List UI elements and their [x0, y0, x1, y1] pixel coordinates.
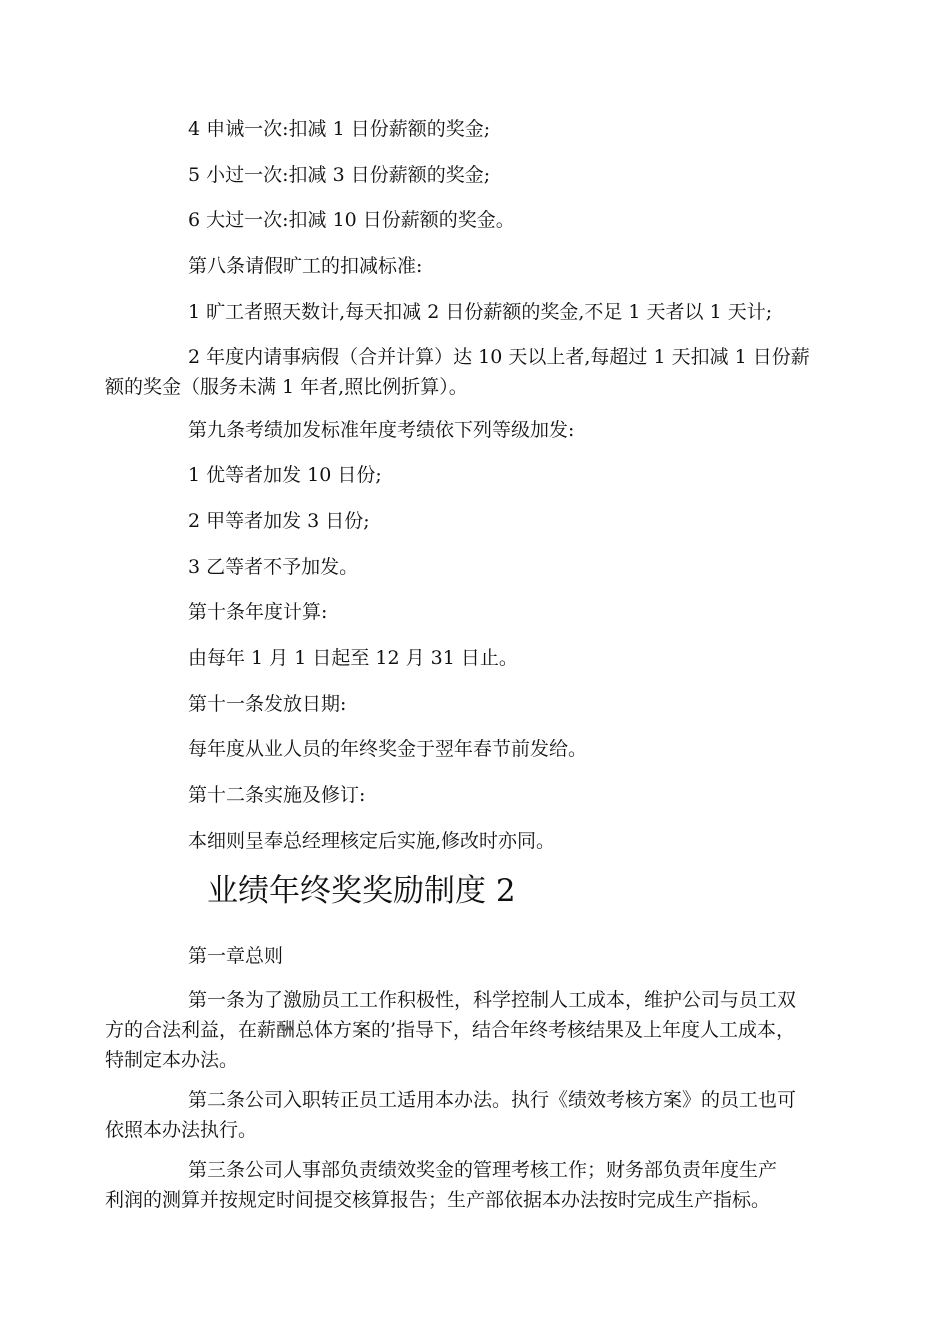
article-10-title: 第十条年度计算: [188, 601, 328, 623]
article-1-line2: 方的合法利益，在薪酬总体方案的’指导下，结合年终考核结果及上年度人工成本， [105, 1019, 796, 1041]
article-9-item-2: 2 甲等者加发 3 日份; [188, 510, 370, 532]
article-11-body: 每年度从业人员的年终奖金于翌年春节前发给。 [188, 738, 588, 760]
rule-item-4: 4 申诫一次:扣减 1 日份薪额的奖金; [188, 118, 491, 140]
chapter-title: 第一章总则 [188, 945, 284, 967]
article-2-line2: 依照本办法执行。 [105, 1119, 258, 1141]
article-3-paragraph [105, 1155, 838, 1215]
article-11-title: 第十一条发放日期: [188, 693, 347, 715]
article-12-body: 本细则呈奉总经理核定后实施,修改时亦同。 [188, 830, 556, 852]
article-3-line1: 第三条公司人事部负责绩效奖金的管理考核工作；财务部负责年度生产 [188, 1159, 778, 1181]
rule-item-5: 5 小过一次:扣减 3 日份薪额的奖金; [188, 164, 491, 186]
article-9-title: 第九条考绩加发标准年度考绩依下列等级加发: [188, 419, 575, 441]
rule-item-6: 6 大过一次:扣减 10 日份薪额的奖金。 [188, 209, 515, 231]
article-1-line3: 特制定本办法。 [105, 1049, 239, 1071]
article-12-title: 第十二条实施及修订: [188, 784, 366, 806]
article-8-item-2-line1: 2 年度内请事病假（合并计算）达 10 天以上者,每超过 1 天扣减 1 日份薪 [188, 346, 810, 368]
article-8-item-2-line2: 额的奖金（服务未满 1 年者,照比例折算）。 [105, 376, 468, 398]
article-3-line2: 利润的测算并按规定时间提交核算报告；生产部依据本办法按时完成生产指标。 [105, 1189, 771, 1211]
article-1-paragraph [105, 985, 838, 1075]
article-9-item-1: 1 优等者加发 10 日份; [188, 464, 382, 486]
article-8-item-2 [105, 342, 838, 402]
article-2-line1: 第二条公司入职转正员工适用本办法。执行《绩效考核方案》的员工也可 [188, 1089, 797, 1111]
article-9-item-3: 3 乙等者不予加发。 [188, 556, 359, 578]
section-heading: 业绩年终奖奖励制度 2 [207, 873, 516, 909]
article-10-body: 由每年 1 月 1 日起至 12 月 31 日止。 [188, 647, 518, 669]
article-2-paragraph [105, 1085, 838, 1145]
article-1-line1: 第一条为了激励员工工作积极性，科学控制人工成本，维护公司与员工双 [188, 989, 797, 1011]
article-8-item-1: 1 旷工者照天数计,每天扣减 2 日份薪额的奖金,不足 1 天者以 1 天计; [188, 301, 773, 323]
article-8-title: 第八条请假旷工的扣减标准: [188, 255, 423, 277]
